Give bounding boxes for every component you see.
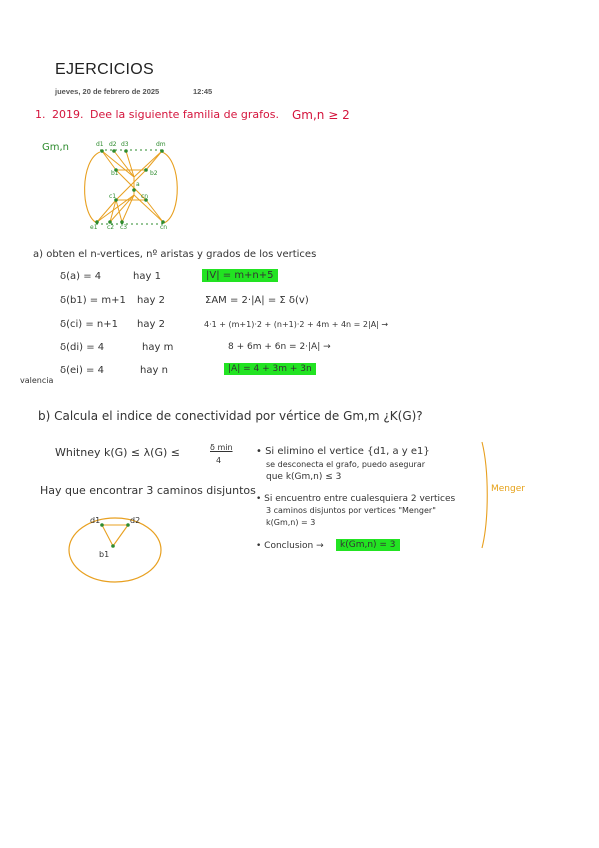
page-time: 12:45 (193, 87, 213, 96)
row4-mid: hay m (142, 342, 174, 353)
problem-year: 2019. (52, 108, 84, 121)
problem-statement: Dee la siguiente familia de grafos. (90, 108, 279, 121)
whitney-inequality: Whitney k(G) ≤ λ(G) ≤ (55, 446, 180, 459)
problem-number: 1. (35, 108, 46, 121)
node-cn-mid: cn (141, 193, 149, 200)
node-c3: c3 (120, 224, 128, 231)
conclusion-label: • Conclusion → (256, 541, 324, 551)
row3-left: δ(ci) = n+1 (60, 319, 119, 330)
whitney-frac-den: 4 (216, 456, 222, 465)
node-d3: d3 (121, 141, 129, 148)
row5-right: |A| = 4 + 3m + 3n (224, 363, 316, 375)
claim-text: Hay que encontrar 3 caminos disjuntos (40, 484, 256, 497)
whitney-frac-num: δ min (210, 443, 233, 452)
margin-note: Menger (491, 484, 525, 494)
page-date: jueves, 20 de febrero de 2025 (55, 87, 160, 96)
mini-node-d2: d2 (130, 516, 141, 525)
node-e1: e1 (90, 224, 98, 231)
row1-mid: hay 1 (133, 271, 161, 282)
bullet1-line2: se desconecta el grafo, puedo asegurar (266, 460, 426, 469)
part-b-prompt: b) Calcula el indice de conectividad por vértice de Gm,m ¿K(G)? (38, 409, 423, 423)
part-a-prompt: a) obten el n-vertices, nº aristas y grados de los vertices (33, 249, 317, 260)
problem-condition: Gm,n ≥ 2 (292, 108, 350, 122)
row1-right: |V| = m+n+5 (202, 269, 278, 282)
graph-label: Gm,n (42, 142, 70, 153)
bullet2-line3: k(Gm,n) = 3 (266, 518, 316, 527)
mini-node-b1: b1 (99, 550, 110, 559)
row1-left: δ(a) = 4 (60, 271, 102, 282)
conclusion-value: k(Gm,n) = 3 (336, 539, 400, 551)
row4-left: δ(di) = 4 (60, 342, 105, 353)
node-cn: cn (160, 224, 168, 231)
row3-right: 4·1 + (m+1)·2 + (n+1)·2 + 4m + 4n = 2|A| → (204, 320, 389, 329)
bullet2-line2: 3 caminos disjuntos por vertices "Menger" (266, 506, 436, 515)
node-c1: c1 (109, 193, 117, 200)
row5-mid: hay n (140, 365, 168, 376)
row2-left: δ(b1) = m+1 (60, 295, 126, 306)
side-note: valencia (20, 376, 54, 385)
node-b2: b2 (150, 170, 158, 177)
row4-right: 8 + 6m + 6n = 2·|A| → (228, 342, 331, 352)
page-title: EJERCICIOS (55, 61, 155, 78)
mini-node-d1: d1 (90, 516, 101, 525)
row2-right: ΣAM = 2·|A| = Σ δ(v) (205, 295, 309, 306)
row3-mid: hay 2 (137, 319, 165, 330)
bullet1-line1: • Si elimino el vertice {d1, a y e1} (256, 446, 430, 457)
node-d1: d1 (96, 141, 104, 148)
node-b1: b1 (111, 170, 119, 177)
bullet2-line1: • Si encuentro entre cualesquiera 2 vertices (256, 494, 456, 504)
row2-mid: hay 2 (137, 295, 165, 306)
node-d2: d2 (109, 141, 117, 148)
row5-left: δ(ei) = 4 (60, 365, 104, 376)
node-c2: c2 (107, 224, 115, 231)
node-dm: dm (156, 141, 166, 148)
node-a: a (136, 181, 140, 188)
bullet1-line3: que k(Gm,n) ≤ 3 (266, 472, 342, 482)
